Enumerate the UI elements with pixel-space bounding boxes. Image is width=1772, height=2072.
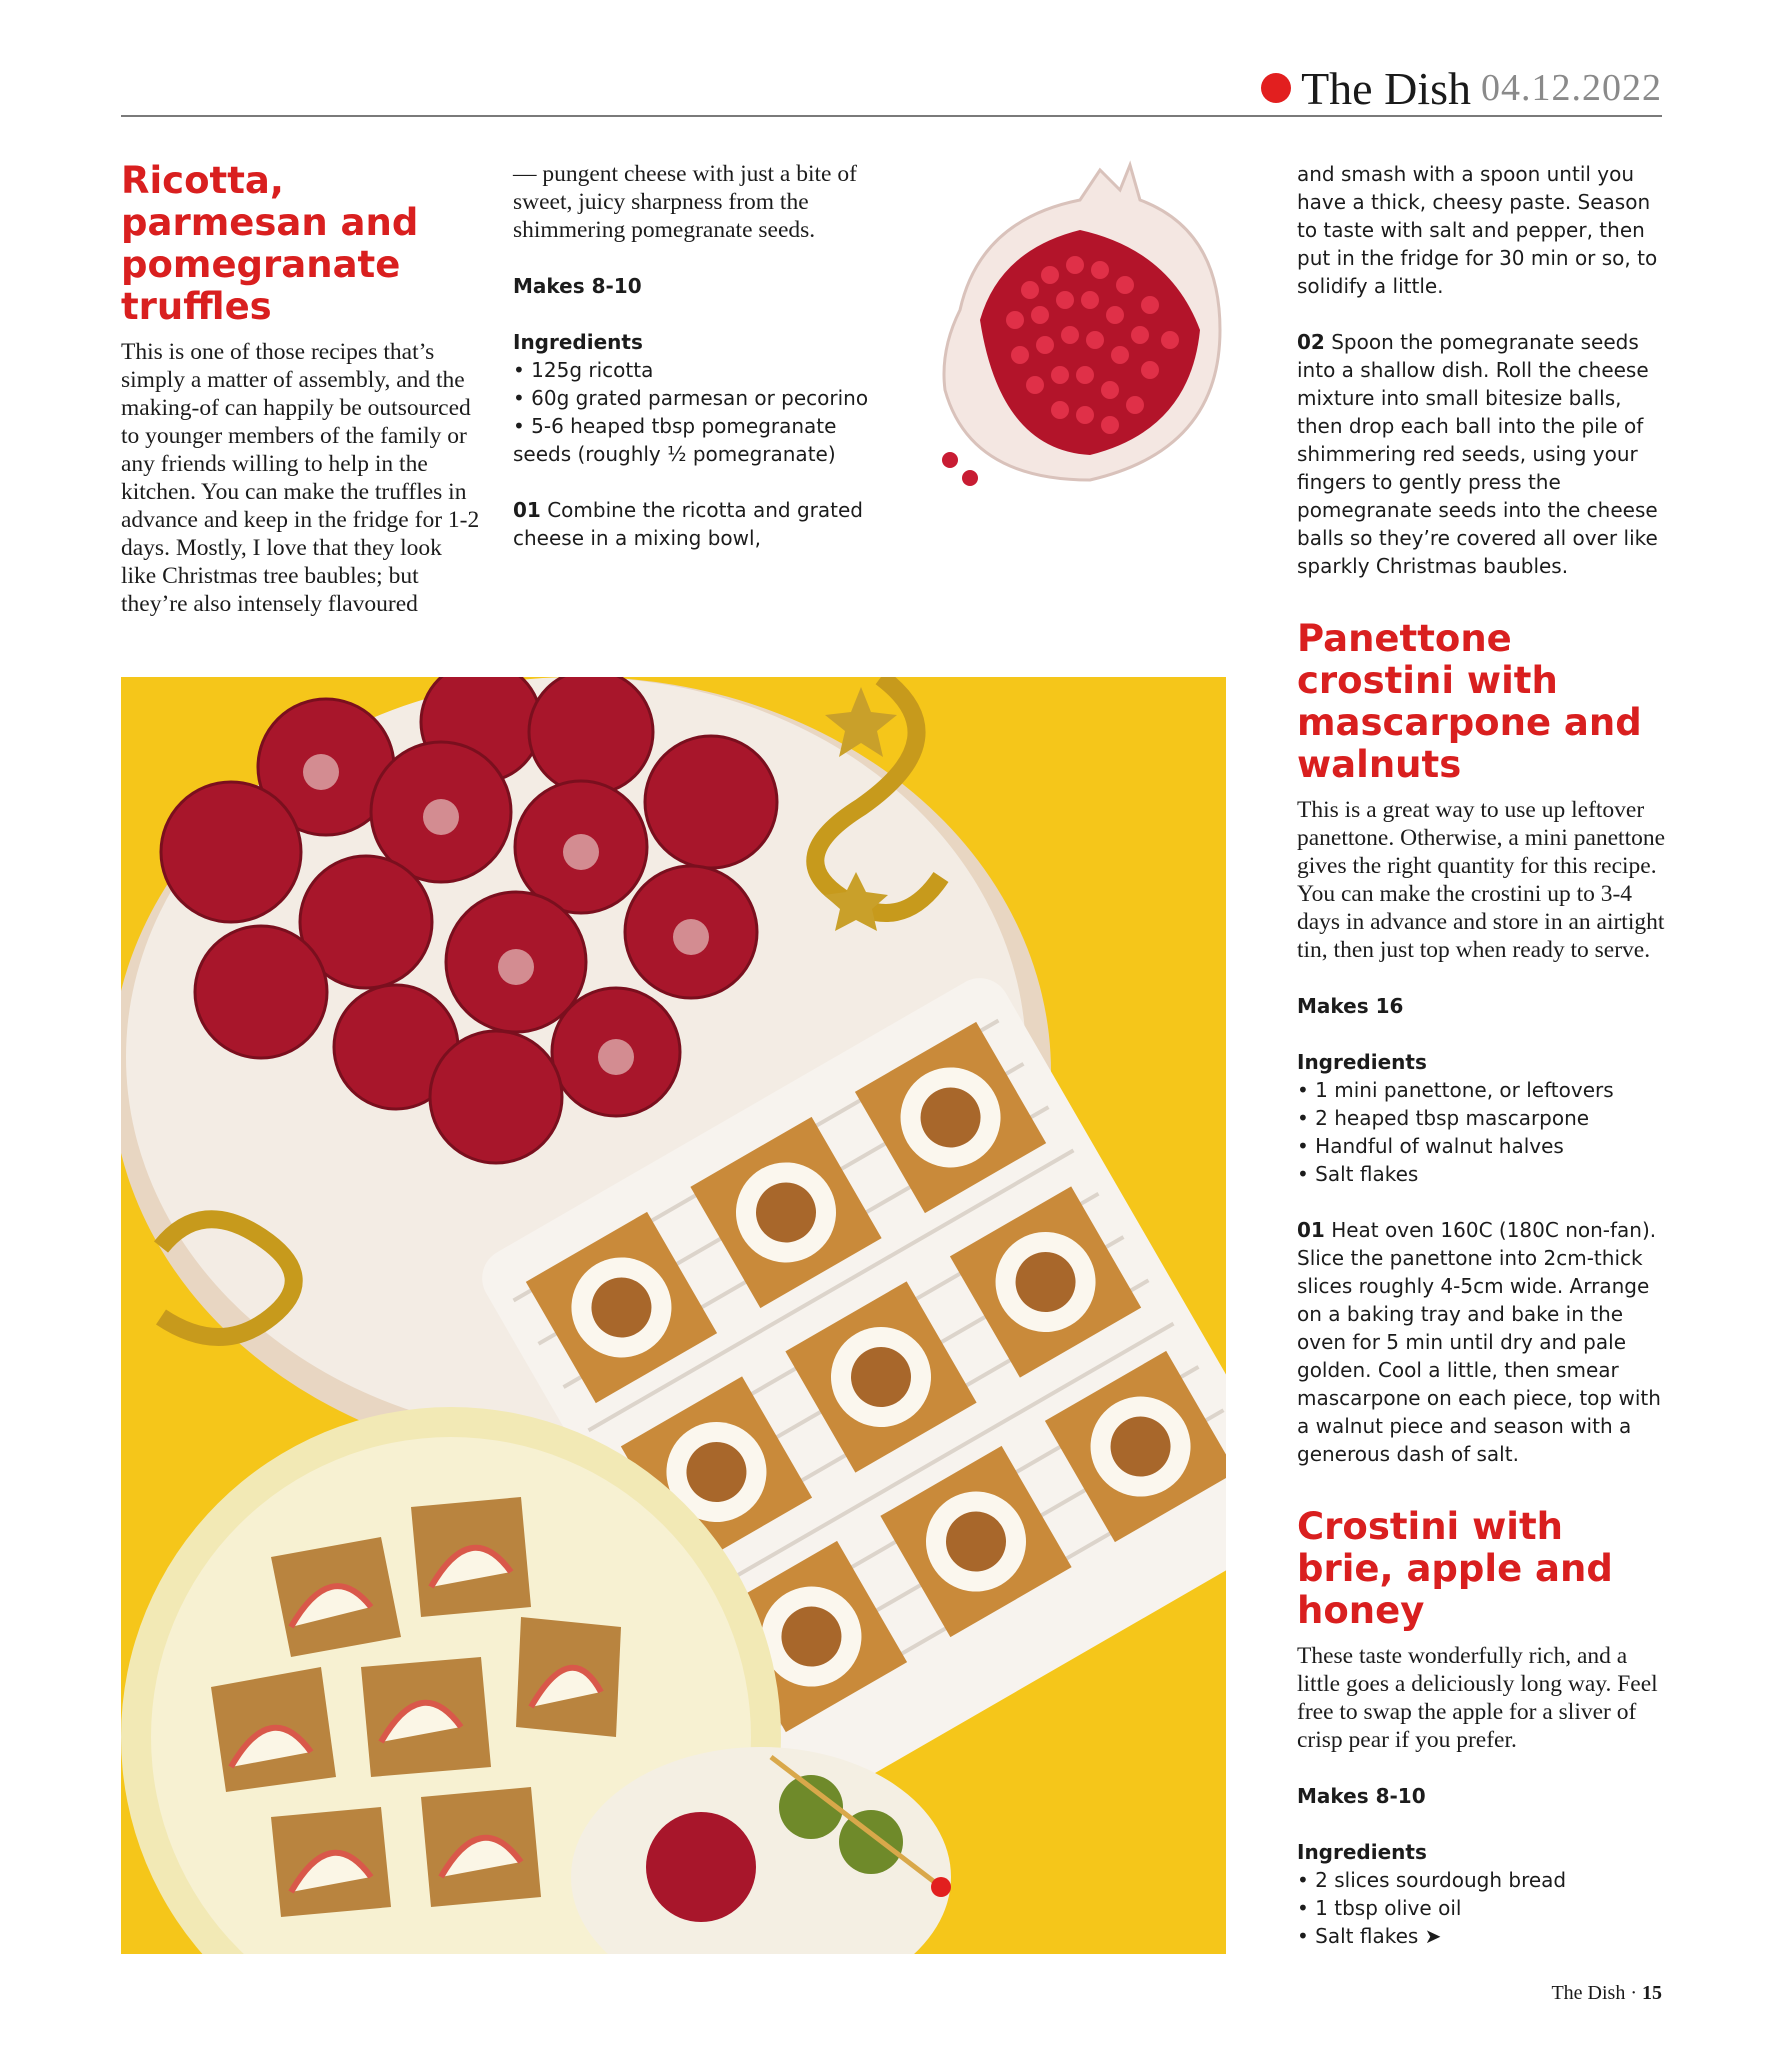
recipe-title-panettone: Panettone crostini with mascarpone and walnuts xyxy=(1297,617,1642,786)
list-item: • Handful of walnut halves xyxy=(1297,1134,1564,1158)
list-item: • Salt flakes ➤ xyxy=(1297,1924,1442,1948)
makes-truffles: Makes 8-10 xyxy=(513,274,642,298)
list-item: • 60g grated parmesan or pecorino xyxy=(513,386,869,410)
column-3 xyxy=(1297,160,1667,1950)
recipe-intro-panettone: This is a great way to use up leftover panettone. Otherwise, a mini panettone gives the right quantity for this recipe. You can make the crostini up to 3-4 days in advance and store in an airtight tin, then just top when ready to serve. xyxy=(1297,797,1666,963)
recipe-intro-continued: — pungent cheese with just a bite of sweet, juicy sharpness from the shimmering pomegranate seeds. xyxy=(513,161,857,243)
brand-dot-icon xyxy=(1261,73,1291,103)
ingredients-label-panettone: Ingredients xyxy=(1297,1050,1427,1074)
step-1-continued-truffles: and smash with a spoon until you have a thick, cheesy paste. Season to taste with salt and pepper, then put in the fridge for 30 min or so, to solidify a little. xyxy=(1297,162,1658,298)
step-2-truffles: 02 Spoon the pomegranate seeds into a shallow dish. Roll the cheese mixture into small bitesize balls, then drop each ball into the pile of shimmering red seeds, using your fingers to gently press the pomegranate seeds into the cheese balls so they’re covered all over like sparkly Christmas baubles. xyxy=(1297,330,1658,578)
ingredients-label-truffles: Ingredients xyxy=(513,330,643,354)
makes-brie: Makes 8-10 xyxy=(1297,1784,1426,1808)
list-item: • 1 tbsp olive oil xyxy=(1297,1896,1462,1920)
folio-separator: · xyxy=(1630,1982,1637,2004)
folio-name: The Dish xyxy=(1551,1982,1626,2004)
recipe-intro-truffles: This is one of those recipes that’s simply a matter of assembly, and the making-of can happily be outsourced to younger members of the family or any friends willing to help in the kitchen. You can make the truffles in advance and keep in the fridge for 1-2 days. Mostly, I love that they look like Christmas tree baubles; but they’re also intensely flavoured xyxy=(121,339,480,617)
ingredients-list-panettone xyxy=(1297,1076,1667,1188)
masthead xyxy=(1261,58,1662,118)
recipe-title-brie: Crostini with brie, apple and honey xyxy=(1297,1505,1613,1632)
food-photo xyxy=(121,677,1226,1954)
issue-date: 04.12.2022 xyxy=(1481,67,1662,109)
ingredients-label-brie: Ingredients xyxy=(1297,1840,1427,1864)
recipe-intro-brie: These taste wonderfully rich, and a little goes a deliciously long way. Feel free to swap the apple for a sliver of crisp pear if you prefer. xyxy=(1297,1643,1658,1753)
step-1-panettone: 01 Heat oven 160C (180C non-fan). Slice the panettone into 2cm-thick slices roughly 4-5cm wide. Arrange on a baking tray and bake in the oven for 5 min until dry and pale golden. Cool a little, then smear mascarpone on each piece, top with a walnut piece and season with a generous dash of salt. xyxy=(1297,1218,1661,1466)
recipe-title-truffles: Ricotta, parmesan and pomegranate truffles xyxy=(121,159,419,328)
food-photo-illustration xyxy=(121,677,1226,1954)
list-item: • 125g ricotta xyxy=(513,358,654,382)
list-item: • Salt flakes xyxy=(1297,1162,1419,1186)
page-folio xyxy=(1551,1982,1662,2005)
list-item: • 1 mini panettone, or leftovers xyxy=(1297,1078,1614,1102)
column-2 xyxy=(513,160,873,552)
header-rule xyxy=(121,115,1662,117)
pomegranate-image xyxy=(920,160,1240,500)
ingredients-list-truffles xyxy=(513,356,873,468)
list-item: • 2 slices sourdough bread xyxy=(1297,1868,1567,1892)
list-item: • 2 heaped tbsp mascarpone xyxy=(1297,1106,1590,1130)
makes-panettone: Makes 16 xyxy=(1297,994,1404,1018)
list-item: • 5-6 heaped tbsp pomegranate seeds (roughly ½ pomegranate) xyxy=(513,414,837,466)
ingredients-list-brie xyxy=(1297,1866,1667,1950)
section-title: The Dish xyxy=(1301,62,1471,114)
step-1-truffles: 01 Combine the ricotta and grated cheese in a mixing bowl, xyxy=(513,498,863,550)
page-number: 15 xyxy=(1642,1982,1662,2004)
column-1 xyxy=(121,160,481,618)
